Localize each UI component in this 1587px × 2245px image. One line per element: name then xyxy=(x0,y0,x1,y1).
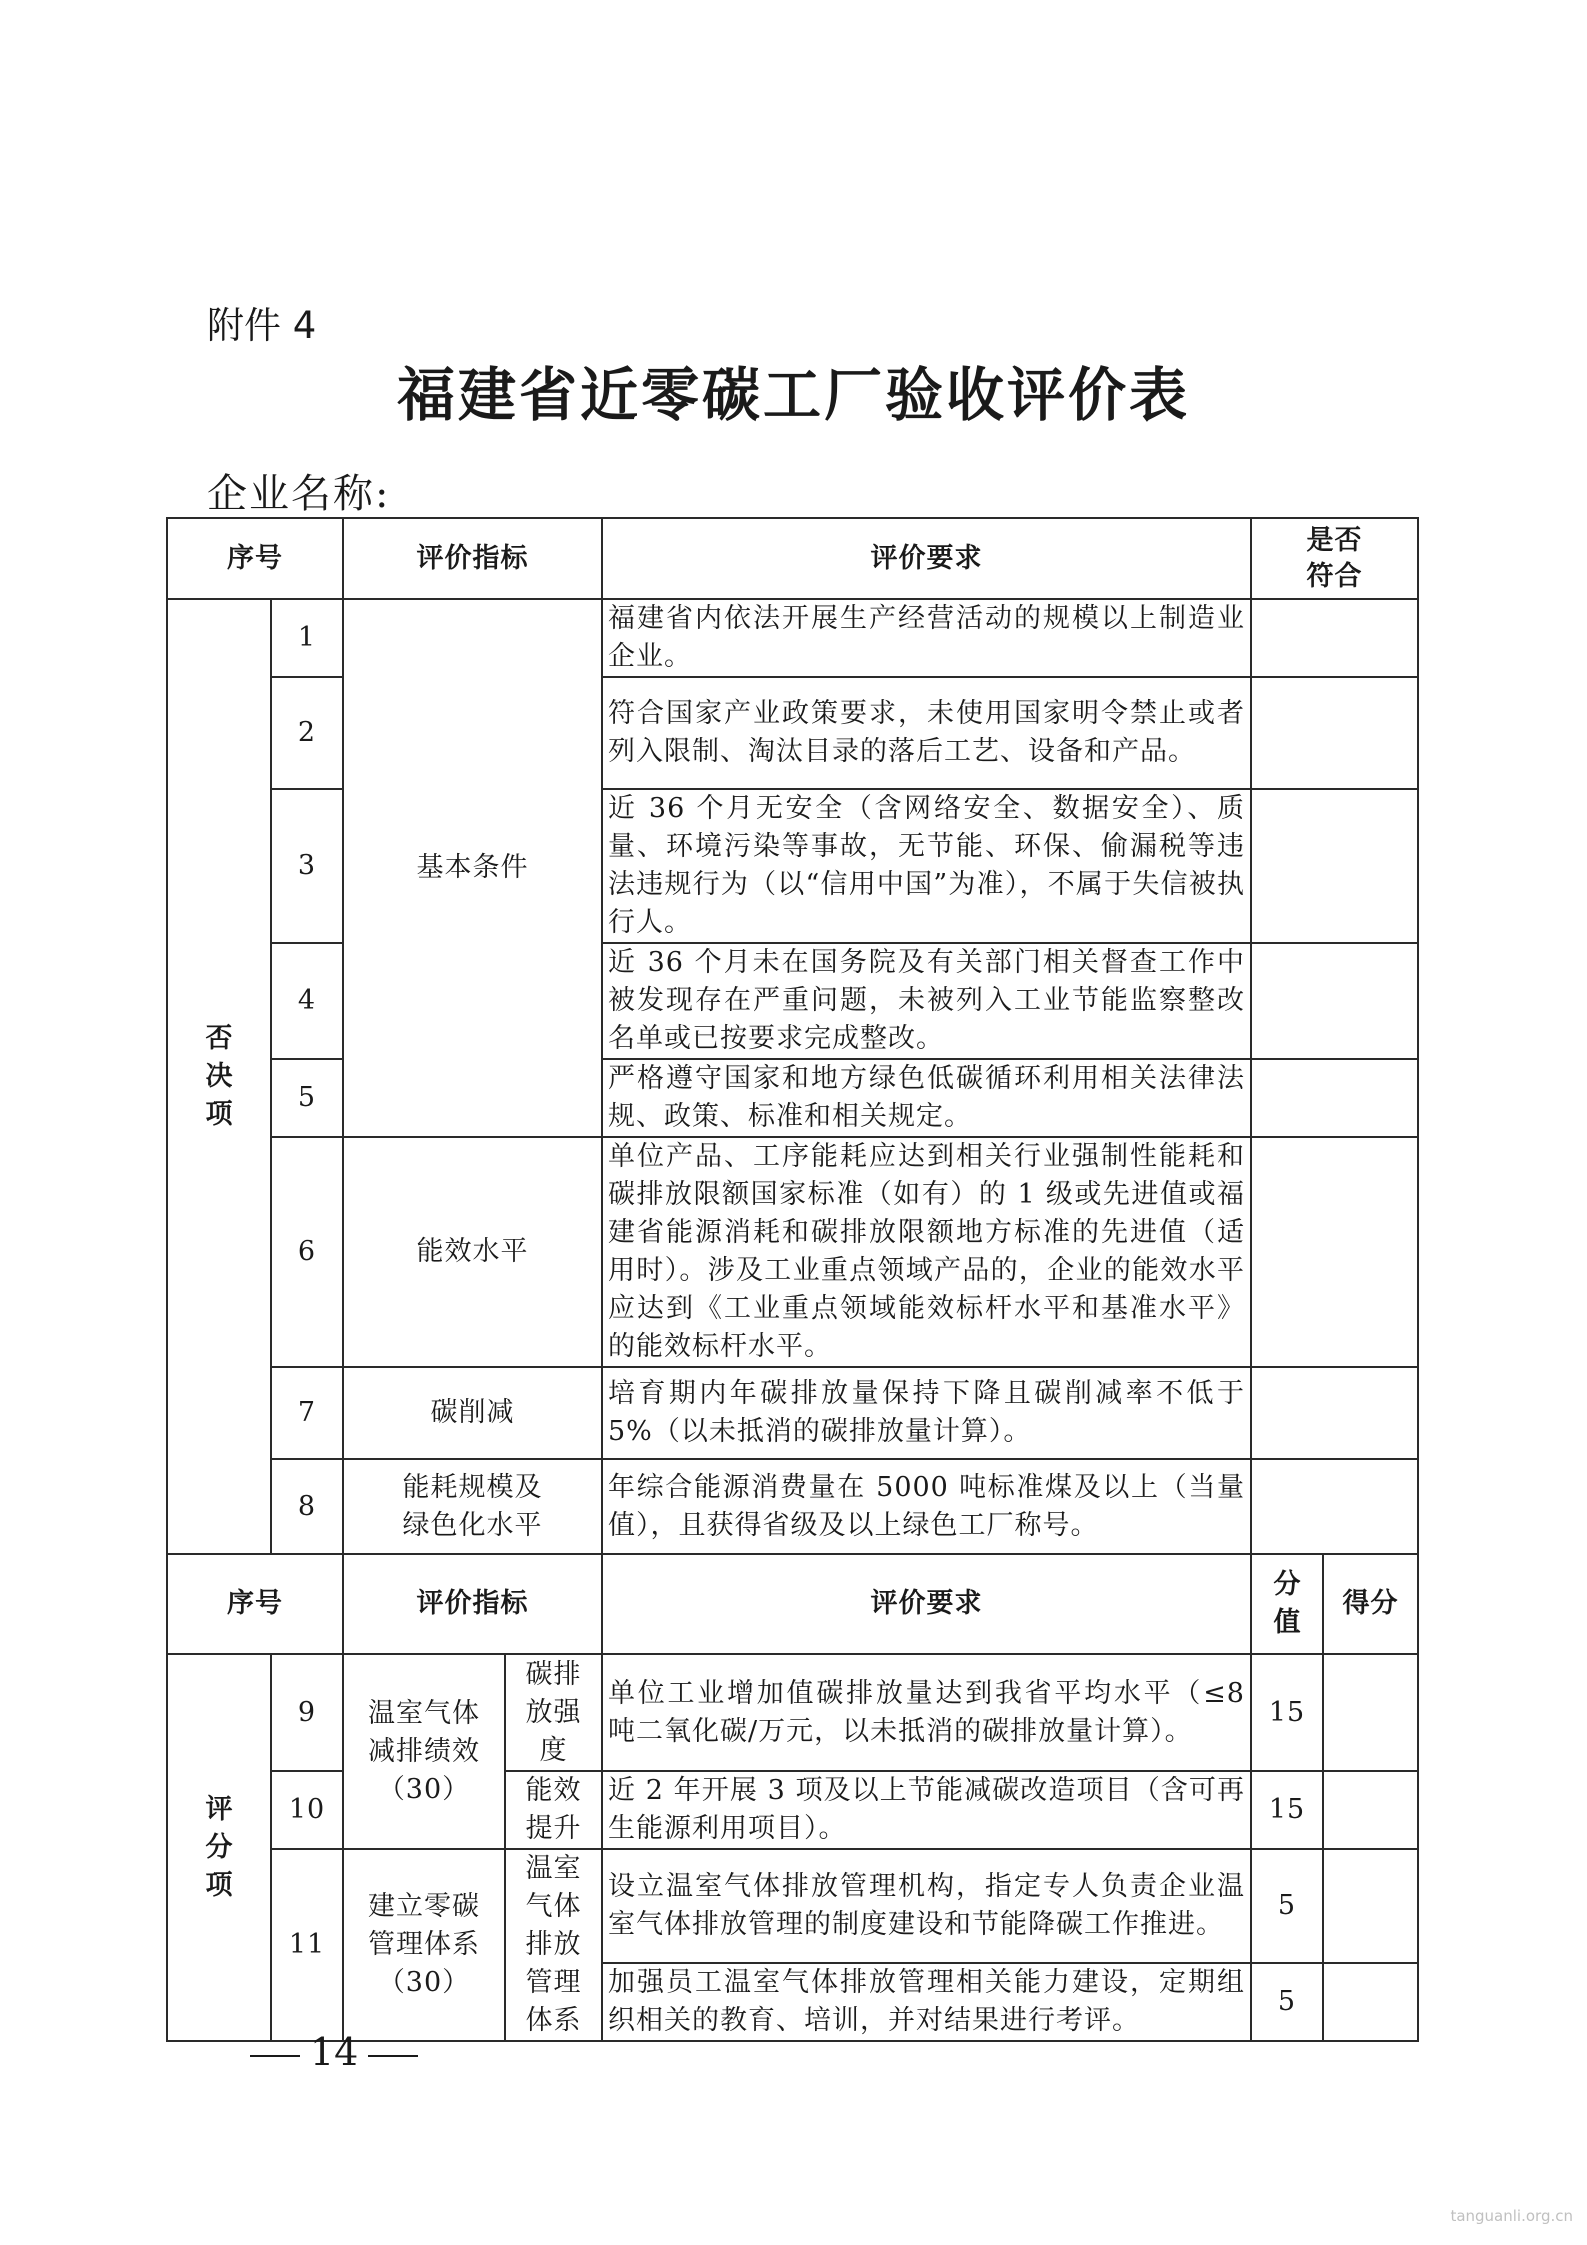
requirement-text: 严格遵守国家和地方绿色低碳循环利用相关法律法规、政策、标准和相关规定。 xyxy=(602,1059,1251,1137)
indicator-basic-conditions: 基本条件 xyxy=(343,599,602,1137)
row-number: 6 xyxy=(271,1137,343,1367)
score-group-label: 评分项 xyxy=(167,1654,271,2041)
comply-cell[interactable] xyxy=(1251,1367,1418,1459)
points-value: 5 xyxy=(1251,1963,1323,2041)
row-number: 4 xyxy=(271,943,343,1059)
watermark: tanguanli.org.cn xyxy=(1450,2207,1573,2225)
comply-cell[interactable] xyxy=(1251,1459,1418,1554)
page-number-value: 14 xyxy=(310,2030,359,2074)
table-row xyxy=(167,1137,1418,1367)
col-header-no: 序号 xyxy=(167,518,343,599)
company-name-label: 企业名称: xyxy=(207,471,391,517)
score-cell[interactable] xyxy=(1323,1654,1418,1771)
row-number: 11 xyxy=(271,1849,343,2041)
row-number: 5 xyxy=(271,1059,343,1137)
comply-cell[interactable] xyxy=(1251,1059,1418,1137)
row-number: 1 xyxy=(271,599,343,677)
requirement-text: 近 2 年开展 3 项及以上节能减碳改造项目（含可再生能源利用项目）。 xyxy=(602,1771,1251,1849)
attachment-label: 附件 4 xyxy=(207,304,317,347)
indicator-zero-carbon-system: 建立零碳管理体系（30） xyxy=(343,1849,505,2041)
comply-cell[interactable] xyxy=(1251,1137,1418,1367)
col-header-comply: 是否符合 xyxy=(1251,518,1418,599)
row-number: 9 xyxy=(271,1654,343,1771)
sub-indicator-efficiency-upgrade: 能效提升 xyxy=(505,1771,602,1849)
col-header-points: 分值 xyxy=(1251,1554,1323,1654)
requirement-text: 单位工业增加值碳排放量达到我省平均水平（≤8 吨二氧化碳/万元，以未抵消的碳排放量计算）。 xyxy=(602,1654,1251,1771)
veto-group-label: 否决项 xyxy=(167,599,271,1554)
row-number: 8 xyxy=(271,1459,343,1554)
table-row xyxy=(167,1367,1418,1459)
row-number: 7 xyxy=(271,1367,343,1459)
evaluation-table xyxy=(166,517,1419,2042)
row-number: 3 xyxy=(271,789,343,943)
requirement-text: 年综合能源消费量在 5000 吨标准煤及以上（当量值），且获得省级及以上绿色工厂称号。 xyxy=(602,1459,1251,1554)
score-cell[interactable] xyxy=(1323,1849,1418,1963)
col-header-no: 序号 xyxy=(167,1554,343,1654)
row-number: 2 xyxy=(271,677,343,789)
requirement-text: 单位产品、工序能耗应达到相关行业强制性能耗和碳排放限额国家标准（如有）的 1 级或先进值或福建省能源消耗和碳排放限额地方标准的先进值（适用时）。涉及工业重点领域产品的，企业的能效水平应达到《工业重点领域能效标杆水平和基准水平》的能效标杆水平。 xyxy=(602,1137,1251,1367)
sub-indicator-carbon-intensity: 碳排放强度 xyxy=(505,1654,602,1771)
table-row xyxy=(167,1654,1418,1771)
col-header-requirement: 评价要求 xyxy=(602,1554,1251,1654)
requirement-text: 近 36 个月无安全（含网络安全、数据安全）、质量、环境污染等事故，无节能、环保、偷漏税等违法违规行为（以“信用中国”为准），不属于失信被执行人。 xyxy=(602,789,1251,943)
points-value: 15 xyxy=(1251,1654,1323,1771)
score-cell[interactable] xyxy=(1323,1963,1418,2041)
indicator-ghg-reduction: 温室气体减排绩效（30） xyxy=(343,1654,505,1849)
col-header-indicator: 评价指标 xyxy=(343,1554,602,1654)
sub-indicator-ghg-management: 温室气体排放管理体系 xyxy=(505,1849,602,2041)
table-row xyxy=(167,1849,1418,1963)
comply-cell[interactable] xyxy=(1251,789,1418,943)
indicator-energy-scale: 能耗规模及绿色化水平 xyxy=(343,1459,602,1554)
requirement-text: 符合国家产业政策要求，未使用国家明令禁止或者列入限制、淘汰目录的落后工艺、设备和产品。 xyxy=(602,677,1251,789)
dash-right xyxy=(368,2055,418,2057)
header-row-veto xyxy=(167,518,1418,599)
row-number: 10 xyxy=(271,1771,343,1849)
table-row xyxy=(167,1459,1418,1554)
score-cell[interactable] xyxy=(1323,1771,1418,1849)
comply-cell[interactable] xyxy=(1251,943,1418,1059)
page-number xyxy=(240,2030,428,2074)
requirement-text: 近 36 个月未在国务院及有关部门相关督查工作中被发现存在严重问题，未被列入工业节能监察整改名单或已按要求完成整改。 xyxy=(602,943,1251,1059)
indicator-carbon-reduction: 碳削减 xyxy=(343,1367,602,1459)
requirement-text: 培育期内年碳排放量保持下降且碳削减率不低于 5%（以未抵消的碳排放量计算）。 xyxy=(602,1367,1251,1459)
header-row-scoring xyxy=(167,1554,1418,1654)
page-title: 福建省近零碳工厂验收评价表 xyxy=(396,361,1190,429)
points-value: 5 xyxy=(1251,1849,1323,1963)
col-header-score: 得分 xyxy=(1323,1554,1418,1654)
indicator-energy-efficiency: 能效水平 xyxy=(343,1137,602,1367)
requirement-text: 设立温室气体排放管理机构，指定专人负责企业温室气体排放管理的制度建设和节能降碳工作推进。 xyxy=(602,1849,1251,1963)
points-value: 15 xyxy=(1251,1771,1323,1849)
col-header-indicator: 评价指标 xyxy=(343,518,602,599)
table-row xyxy=(167,599,1418,677)
requirement-text: 福建省内依法开展生产经营活动的规模以上制造业企业。 xyxy=(602,599,1251,677)
comply-cell[interactable] xyxy=(1251,599,1418,677)
requirement-text: 加强员工温室气体排放管理相关能力建设，定期组织相关的教育、培训，并对结果进行考评。 xyxy=(602,1963,1251,2041)
comply-cell[interactable] xyxy=(1251,677,1418,789)
col-header-requirement: 评价要求 xyxy=(602,518,1251,599)
dash-left xyxy=(250,2055,300,2057)
